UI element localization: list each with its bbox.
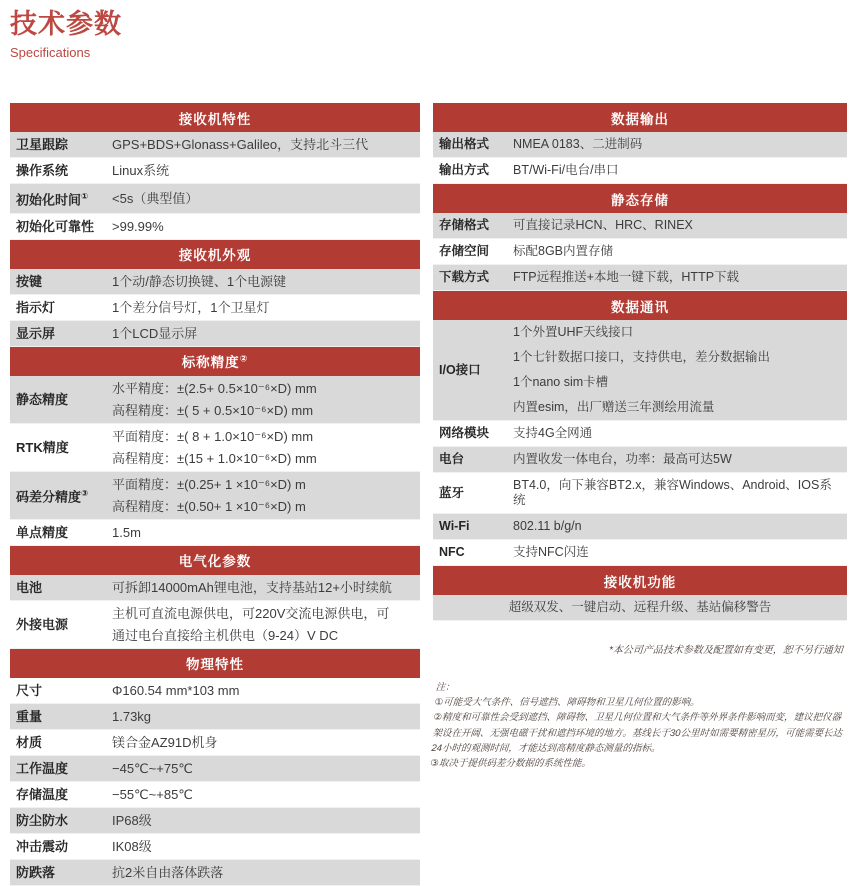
- spec-label: Wi-Fi: [439, 519, 470, 534]
- spec-row: [10, 424, 420, 472]
- spec-label: I/O接口: [439, 362, 481, 377]
- spec-value: 超级双发、一键启动、远程升级、基站偏移警告: [508, 600, 772, 615]
- spec-row: [10, 704, 420, 730]
- spec-row: [433, 158, 847, 184]
- spec-label: 冲击震动: [16, 838, 69, 854]
- spec-row: [10, 782, 420, 808]
- spec-value: 1个动/静态切换键、1个电源键: [112, 273, 287, 289]
- spec-row: [433, 421, 847, 447]
- spec-label: NFC: [439, 545, 465, 560]
- spec-value: 镁合金AZ91D机身: [112, 734, 218, 750]
- spec-label: 电池: [16, 579, 43, 595]
- spec-label: 输出方式: [439, 163, 490, 178]
- spec-label: 防尘防水: [16, 812, 69, 828]
- spec-row: [10, 158, 420, 184]
- spec-value: BT4.0，向下兼容BT2.x，兼容Windows、Android、IOS系统: [513, 478, 832, 508]
- spec-label: 下载方式: [439, 270, 490, 285]
- spec-row: [10, 472, 420, 520]
- spec-row: [433, 132, 847, 158]
- spec-label: 初始化时间①: [16, 191, 89, 208]
- spec-columns: [10, 103, 845, 885]
- spec-row: [10, 860, 420, 886]
- section-header: 数据输出: [433, 103, 847, 132]
- spec-row: [10, 321, 420, 347]
- spec-row: [433, 595, 847, 621]
- spec-row: [10, 678, 420, 704]
- spec-value: 平面精度：±( 8 + 1.0×10⁻⁶×D) mm 高程精度：±(15 + 1.0×10⁻⁶×D) mm: [112, 428, 317, 466]
- spec-label: 按键: [16, 273, 43, 289]
- spec-value: 1个外置UHF天线接口 1个七针数据口接口，支持供电，差分数据输出 1个nano sim卡槽 内置esim，出厂赠送三年测绘用流量: [513, 325, 770, 415]
- spec-value: −45℃~+75℃: [112, 760, 193, 776]
- page-subtitle: Specifications: [10, 45, 91, 61]
- spec-value: 支持NFC闪连: [513, 545, 589, 560]
- spec-value: 标配8GB内置存储: [513, 244, 614, 259]
- spec-label: 重量: [16, 708, 43, 724]
- spec-row: [10, 376, 420, 424]
- section-header: 接收机特性: [10, 103, 420, 132]
- spec-value: GPS+BDS+Glonass+Galileo，支持北斗三代: [112, 137, 369, 153]
- footnotes: [430, 680, 850, 771]
- spec-value: 支持4G全网通: [513, 426, 593, 441]
- spec-value: 抗2米自由落体跌落: [112, 864, 224, 880]
- spec-value: BT/Wi-Fi/电台/串口: [513, 163, 619, 178]
- footnote-3: ③取决于提供码差分数据的系统性能。: [429, 758, 592, 770]
- spec-value: 1个差分信号灯，1个卫星灯: [112, 299, 270, 315]
- spec-row: [433, 239, 847, 265]
- spec-label: 码差分精度③: [16, 488, 89, 505]
- spec-row: [10, 601, 420, 649]
- spec-row: [10, 184, 420, 213]
- spec-value: Φ160.54 mm*103 mm: [112, 682, 240, 698]
- footnote-1: ①可能受大气条件、信号遮挡、障碍物和卫星几何位置的影响。: [434, 697, 701, 709]
- spec-label: 存储空间: [439, 244, 490, 259]
- spec-label: 显示屏: [16, 325, 56, 341]
- spec-row: [10, 295, 420, 321]
- spec-value: FTP远程推送+本地一键下载，HTTP下载: [513, 270, 740, 285]
- section-header: 静态存储: [433, 184, 847, 213]
- spec-label: 指示灯: [16, 299, 56, 315]
- section-header: 标称精度②: [10, 347, 420, 376]
- spec-label: 初始化可靠性: [16, 218, 95, 234]
- spec-row: [433, 265, 847, 291]
- spec-value: −55℃~+85℃: [112, 786, 193, 802]
- spec-label: 操作系统: [16, 163, 69, 179]
- spec-row: [433, 447, 847, 473]
- spec-label: 存储格式: [439, 218, 490, 233]
- spec-row: [433, 514, 847, 540]
- spec-row: [10, 730, 420, 756]
- spec-row: [10, 214, 420, 240]
- spec-label: RTK精度: [16, 439, 69, 455]
- spec-value: 802.11 b/g/n: [513, 519, 582, 534]
- spec-value: >99.99%: [112, 218, 164, 234]
- page-title: 技术参数: [10, 9, 122, 39]
- spec-value: NMEA 0183、二进制码: [513, 137, 643, 152]
- spec-row: [10, 132, 420, 158]
- spec-value: <5s（典型值）: [112, 191, 199, 207]
- spec-row: [10, 269, 420, 295]
- spec-row: [433, 320, 847, 421]
- spec-row: [433, 213, 847, 239]
- spec-label: 输出格式: [439, 137, 490, 152]
- spec-row: [10, 756, 420, 782]
- spec-value: 平面精度：±(0.25+ 1 ×10⁻⁶×D) m 高程精度：±(0.50+ 1 ×10⁻⁶×D) m: [112, 476, 306, 514]
- spec-label: 存储温度: [16, 786, 69, 802]
- spec-value: 1个LCD显示屏: [112, 325, 198, 341]
- spec-value: 可拆卸14000mAh锂电池，支持基站12+小时续航: [112, 579, 392, 595]
- page-header: [10, 8, 845, 60]
- spec-label: 单点精度: [16, 524, 69, 540]
- section-header: 接收机功能: [433, 566, 847, 595]
- footnote-2: ②精度和可靠性会受到遮挡、障碍物、卫星几何位置和大气条件等外界条件影响而变，建议把仪器架设在开阔、无强电磁干扰和遮挡环境的地方。基线长于30公里时如需要精密星历，可能需要长达24小时的观测时间，才能达到高精度静态测量的指标。: [431, 712, 843, 755]
- spec-row: [10, 520, 420, 546]
- spec-label: 卫星跟踪: [16, 137, 69, 153]
- spec-label: 工作温度: [16, 760, 69, 776]
- spec-value: IP68级: [112, 812, 152, 828]
- spec-table-left: [10, 103, 420, 885]
- spec-value: 可直接记录HCN、HRC、RINEX: [513, 218, 693, 233]
- spec-label: 电台: [439, 452, 465, 467]
- spec-label: 材质: [16, 734, 43, 750]
- spec-label: 蓝牙: [439, 485, 465, 500]
- section-header: 数据通讯: [433, 291, 847, 320]
- spec-table-right: [433, 103, 847, 621]
- spec-value: 1.73kg: [112, 708, 152, 724]
- spec-row: [10, 834, 420, 860]
- spec-row: [10, 808, 420, 834]
- spec-label: 防跌落: [16, 864, 56, 880]
- change-disclaimer: *本公司产品技术参数及配置如有变更，恕不另行通知: [608, 645, 844, 657]
- spec-value: 主机可直流电源供电，可220V交流电源供电，可 通过电台直接给主机供电（9-24）V DC: [112, 605, 390, 643]
- footnotes-title: 注：: [435, 682, 456, 694]
- spec-value: 水平精度：±(2.5+ 0.5×10⁻⁶×D) mm 高程精度：±( 5 + 0.5×10⁻⁶×D) mm: [112, 380, 317, 418]
- spec-value: 内置收发一体电台，功率：最高可达5W: [513, 452, 732, 467]
- section-header: 电气化参数: [10, 546, 420, 575]
- spec-label: 外接电源: [16, 616, 69, 632]
- spec-value: Linux系统: [112, 163, 170, 179]
- spec-label: 静态精度: [16, 391, 69, 407]
- spec-label: 尺寸: [16, 682, 43, 698]
- section-header: 接收机外观: [10, 240, 420, 269]
- spec-row: [433, 540, 847, 566]
- section-header: 物理特性: [10, 649, 420, 678]
- spec-value: 1.5m: [112, 524, 141, 540]
- spec-row: [433, 473, 847, 514]
- spec-label: 网络模块: [439, 426, 490, 441]
- spec-row: [10, 575, 420, 601]
- right-column: [429, 103, 847, 771]
- spec-value: IK08级: [112, 838, 152, 854]
